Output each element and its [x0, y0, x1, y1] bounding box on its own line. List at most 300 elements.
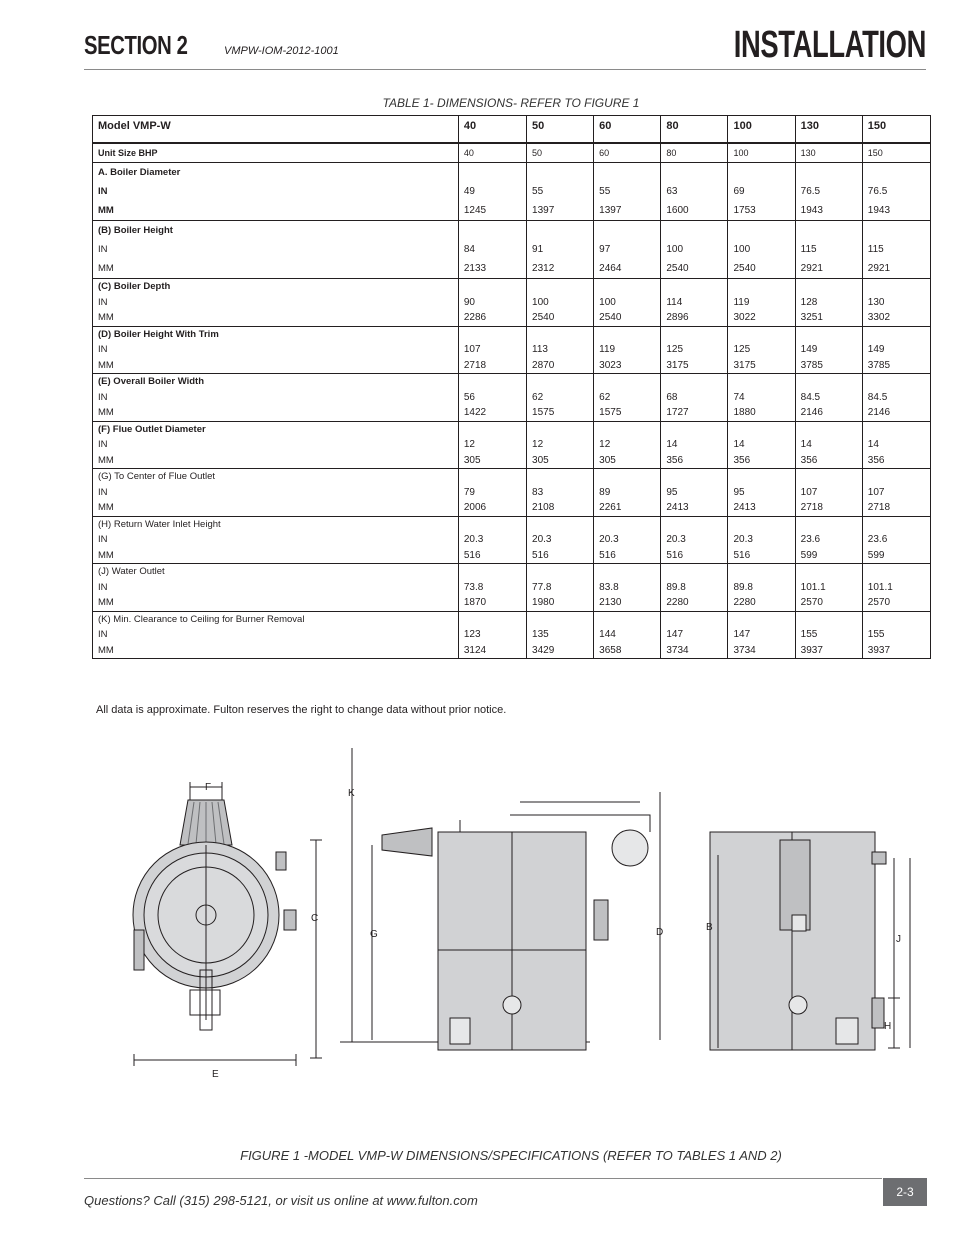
header-model-50: 50 — [527, 116, 594, 143]
value-mm: 305 — [532, 454, 549, 466]
dimension-value-cell — [661, 421, 728, 469]
value-in: 12 — [532, 439, 544, 450]
dimension-value-cell — [458, 374, 526, 422]
spacer — [464, 327, 521, 343]
dimension-value-cell — [527, 421, 594, 469]
value-in: 155 — [867, 629, 885, 640]
dimension-row — [93, 221, 931, 279]
value-in: 62 — [599, 391, 611, 403]
spacer — [868, 327, 925, 343]
spacer — [666, 517, 722, 533]
value-mm: 356 — [666, 454, 684, 466]
label-g: G — [370, 929, 378, 940]
spacer — [464, 422, 521, 438]
value-in: 89 — [599, 486, 611, 498]
dimension-value-cell — [862, 279, 930, 327]
unit-size-row — [93, 143, 931, 163]
dimension-value-cell — [795, 421, 862, 469]
spacer — [868, 469, 925, 485]
value-in: 107 — [800, 486, 818, 498]
dimension-value-cell — [594, 611, 661, 659]
value-mm: 2280 — [733, 597, 756, 608]
spacer — [532, 327, 588, 343]
unit-mm-label: MM — [98, 454, 114, 466]
value-mm: 2133 — [463, 263, 487, 274]
header-model-100: 100 — [728, 116, 795, 143]
dimension-title: (J) Water Outlet — [98, 566, 165, 577]
dimension-value-cell — [527, 564, 594, 612]
dimension-title: (G) To Center of Flue Outlet — [98, 471, 216, 482]
dimension-value-cell — [594, 516, 661, 564]
spacer — [801, 612, 857, 628]
value-in: 23.6 — [867, 534, 888, 545]
dimension-value-cell — [728, 564, 795, 612]
value-in: 89.8 — [666, 581, 686, 593]
value-mm: 1600 — [666, 205, 689, 216]
page-title: INSTALLATION — [733, 24, 926, 66]
value-mm: 2540 — [532, 312, 555, 323]
value-mm: 2130 — [599, 597, 622, 608]
value-mm: 2286 — [463, 312, 487, 323]
unit-in-label: IN — [98, 391, 108, 403]
unit-mm-label: MM — [98, 644, 114, 656]
value-mm: 1575 — [532, 407, 555, 418]
spacer — [599, 564, 655, 580]
spacer — [868, 279, 925, 295]
value-in: 97 — [599, 244, 611, 255]
value-mm: 1753 — [733, 205, 756, 216]
value-mm: 2146 — [800, 407, 823, 418]
value-in: 79 — [463, 486, 475, 498]
dimension-title: (B) Boiler Height — [98, 225, 173, 236]
value-mm: 2261 — [599, 502, 622, 513]
value-mm: 2540 — [666, 263, 689, 274]
value-in: 147 — [666, 629, 684, 640]
dimension-value-cell — [862, 564, 930, 612]
dimension-value-cell — [728, 611, 795, 659]
spacer — [801, 279, 857, 295]
spacer — [464, 221, 521, 240]
value-mm: 599 — [867, 549, 885, 561]
top-view-drawing — [133, 782, 322, 1066]
unit-size-value: 50 — [527, 143, 594, 163]
page-number: 2-3 — [883, 1178, 927, 1206]
unit-in-label: IN — [98, 439, 108, 450]
spacer — [733, 327, 789, 343]
spacer — [532, 163, 588, 182]
unit-mm-label: MM — [98, 407, 114, 418]
footer-divider — [84, 1178, 882, 1179]
dimension-value-cell — [661, 469, 728, 517]
spacer — [599, 327, 655, 343]
dimension-title: (K) Min. Clearance to Ceiling for Burner Removal — [98, 613, 305, 625]
spacer — [464, 517, 521, 533]
value-mm: 2921 — [800, 263, 823, 274]
dimension-value-cell — [527, 374, 594, 422]
value-in: 12 — [463, 439, 475, 450]
dimension-value-cell — [527, 279, 594, 327]
dimension-title: (E) Overall Boiler Width — [98, 376, 205, 387]
value-mm: 3734 — [733, 644, 756, 656]
unit-mm-label: MM — [98, 502, 114, 513]
value-mm: 3302 — [867, 312, 891, 323]
dimension-value-cell — [594, 221, 661, 279]
header-model-60: 60 — [594, 116, 661, 143]
disclaimer-note: All data is approximate. Fulton reserves the right to change data without prior notice. — [96, 704, 507, 716]
spacer — [733, 374, 789, 390]
value-mm: 2006 — [463, 502, 487, 513]
dimension-row — [93, 421, 931, 469]
value-in: 91 — [532, 244, 544, 255]
value-in: 74 — [733, 391, 745, 403]
spacer — [801, 221, 857, 240]
dimension-row — [93, 326, 931, 374]
dimension-value-cell — [862, 163, 930, 221]
value-mm: 1870 — [463, 597, 487, 608]
unit-size-value: 100 — [728, 143, 795, 163]
value-mm: 1397 — [532, 205, 555, 216]
value-mm: 2280 — [666, 597, 689, 608]
value-in: 149 — [800, 344, 818, 355]
value-in: 83 — [532, 486, 544, 498]
dimension-value-cell — [661, 163, 728, 221]
value-mm: 3124 — [463, 644, 487, 656]
spacer — [599, 469, 655, 485]
value-in: 84.5 — [800, 391, 821, 403]
dimension-title: (C) Boiler Depth — [98, 281, 171, 292]
spacer — [532, 374, 588, 390]
header-model-130: 130 — [795, 116, 862, 143]
dimension-value-cell — [661, 516, 728, 564]
figure-caption: FIGURE 1 -MODEL VMP-W DIMENSIONS/SPECIFICATIONS (REFER TO TABLES 1 AND 2) — [240, 1148, 782, 1163]
dimension-label — [93, 279, 459, 327]
value-mm: 3175 — [666, 359, 689, 371]
dimension-value-cell — [795, 221, 862, 279]
value-mm: 1980 — [532, 597, 555, 608]
value-in: 89.8 — [733, 581, 753, 593]
value-in: 115 — [800, 244, 817, 255]
spacer — [599, 517, 655, 533]
spacer — [666, 279, 722, 295]
value-in: 113 — [532, 344, 548, 355]
spacer — [532, 564, 588, 580]
dimension-value-cell — [862, 421, 930, 469]
dimension-row — [93, 611, 931, 659]
value-in: 100 — [532, 296, 549, 308]
value-mm: 3658 — [599, 644, 622, 656]
value-in: 14 — [867, 439, 879, 450]
dimension-title: (H) Return Water Inlet Height — [98, 518, 221, 530]
dimension-value-cell — [458, 564, 526, 612]
value-mm: 3429 — [532, 644, 555, 656]
spacer — [464, 469, 521, 485]
value-in: 73.8 — [463, 581, 484, 593]
value-in: 123 — [463, 629, 481, 640]
value-mm: 2718 — [867, 502, 891, 513]
value-mm: 2146 — [867, 407, 891, 418]
unit-mm-label: MM — [98, 597, 114, 608]
dimension-value-cell — [458, 163, 526, 221]
header-divider — [84, 69, 926, 70]
dimension-value-cell — [795, 564, 862, 612]
value-in: 14 — [666, 439, 678, 450]
unit-mm-label: MM — [98, 549, 114, 561]
value-mm: 3785 — [800, 359, 823, 371]
front-view-drawing — [340, 748, 660, 1050]
value-in: 14 — [800, 439, 812, 450]
spacer — [666, 374, 722, 390]
label-e: E — [212, 1069, 219, 1080]
value-in: 90 — [463, 296, 475, 308]
value-mm: 3785 — [867, 359, 891, 371]
value-mm: 2312 — [532, 263, 555, 274]
value-mm: 3937 — [800, 644, 823, 656]
value-in: 62 — [532, 391, 544, 403]
value-in: 20.3 — [463, 534, 484, 545]
value-mm: 516 — [532, 549, 549, 561]
spacer — [868, 422, 925, 438]
spacer — [532, 279, 588, 295]
spacer — [733, 612, 789, 628]
spacer — [801, 163, 857, 182]
spacer — [464, 163, 521, 182]
spacer — [733, 163, 789, 182]
dimension-value-cell — [728, 469, 795, 517]
dimension-value-cell — [862, 611, 930, 659]
spacer — [666, 163, 722, 182]
value-mm: 516 — [463, 549, 481, 561]
dimension-value-cell — [728, 279, 795, 327]
spacer — [464, 279, 521, 295]
header-model-80: 80 — [661, 116, 728, 143]
dimension-value-cell — [458, 326, 526, 374]
value-in: 69 — [733, 186, 745, 197]
value-in: 76.5 — [800, 186, 821, 197]
spacer — [464, 612, 521, 628]
value-mm: 1943 — [867, 205, 891, 216]
spacer — [801, 517, 857, 533]
label-h: H — [884, 1021, 892, 1032]
value-mm: 2540 — [733, 263, 756, 274]
value-in: 128 — [800, 296, 818, 308]
value-mm: 1880 — [733, 407, 756, 418]
spacer — [666, 422, 722, 438]
table-header-row — [93, 116, 931, 143]
dimension-value-cell — [594, 374, 661, 422]
value-in: 55 — [532, 186, 544, 197]
dimension-label — [93, 564, 459, 612]
spacer — [666, 327, 722, 343]
dimension-value-cell — [594, 279, 661, 327]
value-in: 20.3 — [532, 534, 552, 545]
dimension-value-cell — [594, 421, 661, 469]
unit-in-label: IN — [98, 296, 108, 308]
spacer — [733, 279, 789, 295]
table-caption: TABLE 1- DIMENSIONS- REFER TO FIGURE 1 — [382, 96, 640, 110]
spacer — [733, 517, 789, 533]
dimension-value-cell — [862, 374, 930, 422]
dimension-value-cell — [458, 279, 526, 327]
dimension-row — [93, 374, 931, 422]
value-mm: 516 — [733, 549, 751, 561]
value-mm: 1422 — [463, 407, 487, 418]
unit-in-label: IN — [98, 629, 108, 640]
value-in: 76.5 — [867, 186, 888, 197]
value-in: 107 — [867, 486, 885, 498]
spacer — [599, 221, 655, 240]
spacer — [464, 564, 521, 580]
value-mm: 2570 — [800, 597, 823, 608]
value-in: 95 — [666, 486, 678, 498]
unit-size-value: 40 — [458, 143, 526, 163]
dimension-value-cell — [728, 326, 795, 374]
dimension-row — [93, 163, 931, 221]
value-mm: 2413 — [733, 502, 756, 513]
spacer — [666, 612, 722, 628]
value-in: 101.1 — [867, 581, 893, 593]
unit-in-label: IN — [98, 486, 108, 498]
unit-mm-label: MM — [98, 205, 114, 216]
dimension-value-cell — [795, 469, 862, 517]
value-mm: 3022 — [733, 312, 756, 323]
dimension-value-cell — [728, 221, 795, 279]
value-in: 84.5 — [867, 391, 888, 403]
label-c: C — [311, 913, 319, 924]
spacer — [733, 422, 789, 438]
value-in: 77.8 — [532, 581, 552, 593]
value-mm: 1943 — [800, 205, 823, 216]
header-model-40: 40 — [458, 116, 526, 143]
value-in: 107 — [463, 344, 481, 355]
dimension-label — [93, 221, 459, 279]
value-mm: 3175 — [733, 359, 756, 371]
value-mm: 1575 — [599, 407, 622, 418]
value-in: 125 — [666, 344, 684, 355]
unit-size-value: 130 — [795, 143, 862, 163]
value-in: 100 — [666, 244, 684, 255]
spacer — [666, 221, 722, 240]
value-mm: 2870 — [532, 359, 555, 371]
unit-size-value: 150 — [862, 143, 930, 163]
value-mm: 3023 — [599, 359, 622, 371]
value-mm: 2108 — [532, 502, 555, 513]
value-in: 20.3 — [599, 534, 619, 545]
unit-mm-label: MM — [98, 312, 114, 323]
dimension-value-cell — [527, 469, 594, 517]
unit-in-label: IN — [98, 186, 108, 197]
dimension-value-cell — [527, 221, 594, 279]
dimension-value-cell — [458, 421, 526, 469]
value-mm: 2570 — [867, 597, 891, 608]
dimension-value-cell — [661, 611, 728, 659]
dimension-value-cell — [862, 221, 930, 279]
dimension-value-cell — [661, 326, 728, 374]
spacer — [733, 469, 789, 485]
dimension-label — [93, 326, 459, 374]
dimension-value-cell — [728, 374, 795, 422]
dimension-label — [93, 374, 459, 422]
dimension-value-cell — [795, 326, 862, 374]
unit-mm-label: MM — [98, 359, 114, 371]
dimension-value-cell — [661, 279, 728, 327]
dimension-label — [93, 469, 459, 517]
value-in: 155 — [800, 629, 818, 640]
dimension-value-cell — [728, 421, 795, 469]
dimension-value-cell — [795, 611, 862, 659]
dimension-value-cell — [527, 326, 594, 374]
value-in: 144 — [599, 629, 616, 640]
spacer — [801, 327, 857, 343]
spacer — [868, 221, 925, 240]
dimension-label — [93, 421, 459, 469]
label-f: F — [205, 782, 212, 793]
value-in: 100 — [599, 296, 616, 308]
document-code: VMPW-IOM-2012-1001 — [224, 45, 339, 57]
header-model-150: 150 — [862, 116, 930, 143]
spacer — [801, 374, 857, 390]
spacer — [532, 612, 588, 628]
spacer — [733, 564, 789, 580]
value-mm: 305 — [463, 454, 481, 466]
value-mm: 2718 — [463, 359, 487, 371]
dimension-value-cell — [661, 564, 728, 612]
value-in: 20.3 — [666, 534, 686, 545]
value-in: 56 — [463, 391, 475, 403]
spacer — [868, 163, 925, 182]
dimension-value-cell — [458, 469, 526, 517]
value-in: 68 — [666, 391, 678, 403]
label-k: K — [348, 788, 355, 799]
section-heading: SECTION 2 — [84, 30, 188, 60]
dimension-value-cell — [458, 516, 526, 564]
label-j: J — [896, 934, 901, 945]
value-in: 63 — [666, 186, 678, 197]
value-mm: 356 — [800, 454, 818, 466]
value-mm: 599 — [800, 549, 818, 561]
value-mm: 356 — [733, 454, 751, 466]
value-in: 49 — [463, 186, 475, 197]
value-mm: 2896 — [666, 312, 689, 323]
value-mm: 305 — [599, 454, 616, 466]
value-mm: 1397 — [599, 205, 622, 216]
dimension-value-cell — [728, 163, 795, 221]
spacer — [532, 422, 588, 438]
dimension-title: A. Boiler Diameter — [98, 167, 181, 178]
unit-in-label: IN — [98, 244, 108, 255]
dimension-label — [93, 611, 459, 659]
value-in: 130 — [867, 296, 885, 308]
value-in: 55 — [599, 186, 611, 197]
dimension-value-cell — [795, 516, 862, 564]
spacer — [801, 564, 857, 580]
unit-mm-label: MM — [98, 263, 114, 274]
value-in: 135 — [532, 629, 549, 640]
value-in: 95 — [733, 486, 745, 498]
spacer — [801, 469, 857, 485]
dimension-value-cell — [661, 374, 728, 422]
value-mm: 516 — [666, 549, 684, 561]
dimension-row — [93, 279, 931, 327]
label-d: D — [656, 927, 664, 938]
dimension-value-cell — [795, 163, 862, 221]
dimension-value-cell — [862, 469, 930, 517]
dimension-value-cell — [795, 279, 862, 327]
unit-in-label: IN — [98, 344, 108, 355]
dimension-label — [93, 516, 459, 564]
dimension-row — [93, 516, 931, 564]
spacer — [868, 517, 925, 533]
value-mm: 356 — [867, 454, 885, 466]
